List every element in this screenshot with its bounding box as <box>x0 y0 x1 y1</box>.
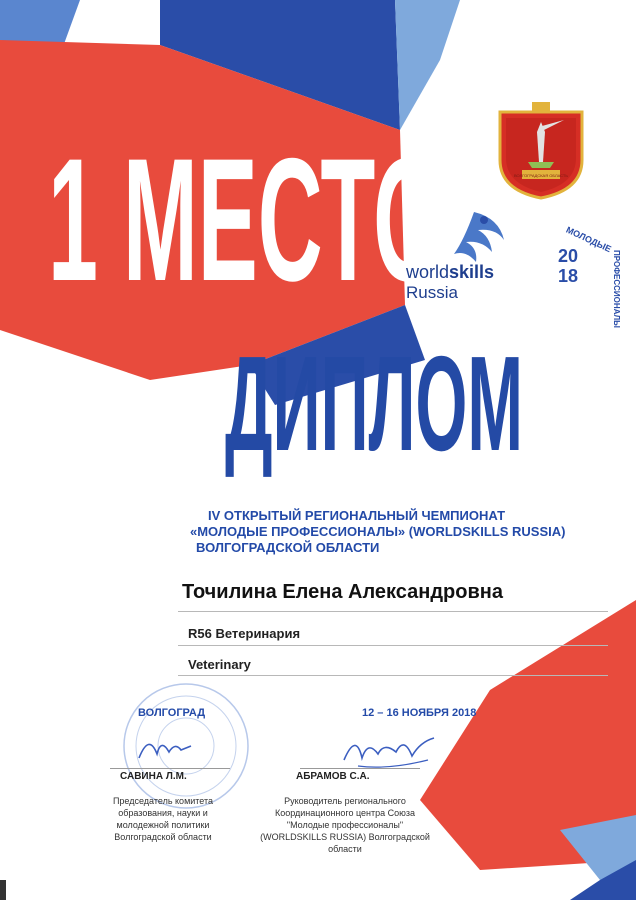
signature-line-1 <box>110 768 230 769</box>
regional-emblem <box>492 100 590 200</box>
worldskills-skills: skills <box>449 262 495 282</box>
signatory-1-position-line: Волгоградской области <box>114 832 212 842</box>
mp-year-bottom: 18 <box>557 266 579 286</box>
mp-bottom-text: ПРОФЕССИОНАЛЫ <box>612 250 621 328</box>
svg-text:worldskills <box>405 262 494 282</box>
scan-edge <box>0 880 6 900</box>
worldskills-russia: Russia <box>406 283 458 302</box>
signatory-2-name: АБРАМОВ С.А. <box>296 771 370 782</box>
signatory-1-position-line: образования, науки и <box>118 808 208 818</box>
place-heading <box>48 100 448 318</box>
city-label: ВОЛГОГРАД <box>138 707 206 719</box>
signature-line-2 <box>300 768 420 769</box>
championship-line-3: ВОЛГОГРАДСКОЙ ОБЛАСТИ <box>196 540 380 555</box>
mp-year-top: 20 <box>557 246 579 266</box>
signatory-1-position-line: молодежной политики <box>116 820 210 830</box>
place-text: 1 МЕСТО <box>48 123 443 318</box>
signatory-1-name: САВИНА Л.М. <box>120 771 187 782</box>
signatory-2-position-line: Координационного центра Союза <box>274 808 416 818</box>
championship-line-2: «МОЛОДЫЕ ПРОФЕССИОНАЛЫ» (WORLDSKILLS RUSSIA) <box>190 524 566 539</box>
signatory-1-position <box>98 795 228 843</box>
signatory-1-position-line: Председатель комитета <box>112 796 214 806</box>
divider-line <box>178 645 608 646</box>
mp-top-text: МОЛОДЫЕ <box>564 224 613 255</box>
worldskills-logo <box>404 210 514 302</box>
worldskills-swirl-icon <box>454 212 504 262</box>
young-professionals-logo <box>522 218 621 328</box>
divider-line <box>178 675 608 676</box>
skill-russian: R56 Ветеринария <box>188 626 301 641</box>
emblem-banner-text: ВОЛГОГРАДСКАЯ ОБЛАСТЬ <box>513 173 569 178</box>
title-text: ДИПЛОМ <box>225 328 523 479</box>
diploma-title <box>225 328 525 479</box>
worldskills-world: world <box>406 262 450 282</box>
signatory-2-position-line: (WORLDSKILLS RUSSIA) Волгоградской <box>260 832 430 842</box>
signature-savina <box>135 728 195 768</box>
divider-line <box>178 611 608 612</box>
skill-english: Veterinary <box>188 657 251 672</box>
signatory-2-position-line: "Молодые профессионалы" <box>286 820 404 830</box>
championship-heading <box>190 508 608 556</box>
signatory-2-position-line: Руководитель регионального <box>284 796 406 806</box>
championship-line-1: IV ОТКРЫТЫЙ РЕГИОНАЛЬНЫЙ ЧЕМПИОНАТ <box>208 508 506 523</box>
event-date: 12 – 16 НОЯБРЯ 2018 <box>362 707 477 719</box>
signatory-2-position-line: области <box>328 844 362 854</box>
recipient-name: Точилина Елена Александровна <box>182 581 503 603</box>
signatory-2-position <box>250 795 440 855</box>
